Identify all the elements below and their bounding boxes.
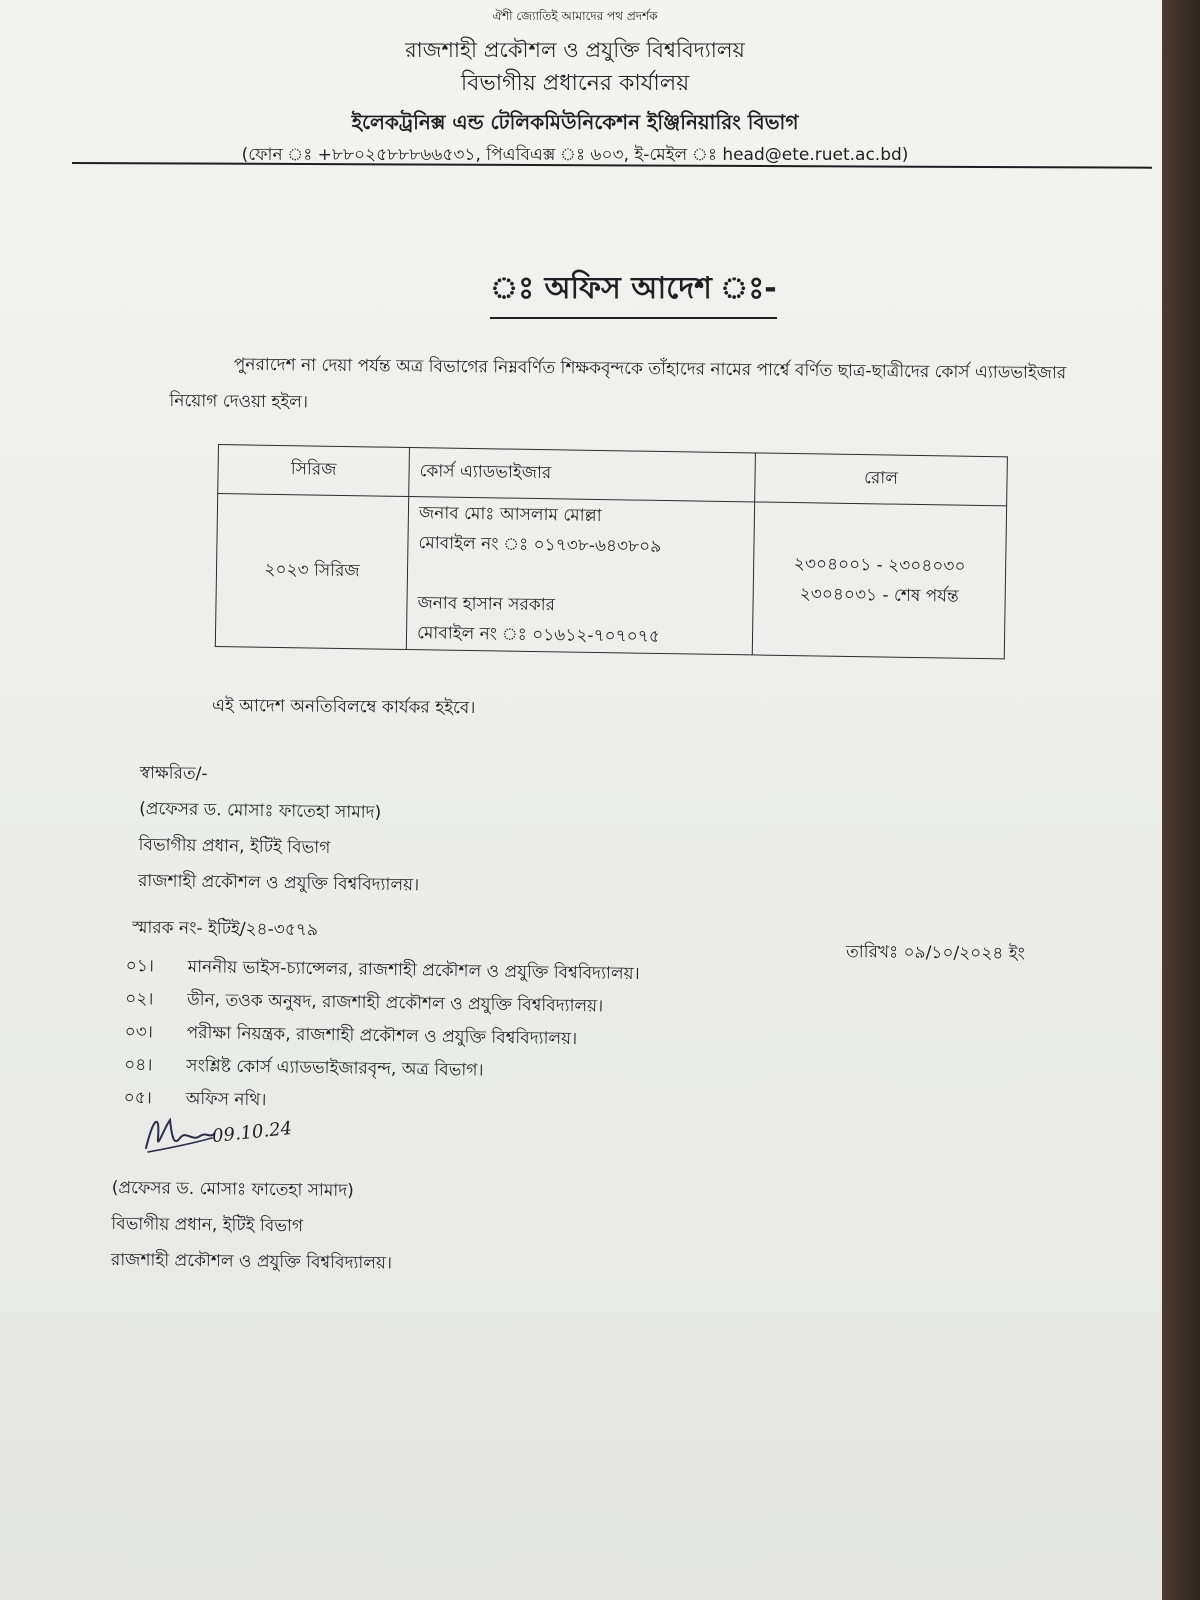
roll-range-2: ২৩০৪০৩১ - শেষ পর্যন্ত [799, 584, 959, 607]
list-item-number: ০১। [125, 955, 155, 977]
memo-date: তারিখঃ ০৯/১০/২০২৪ ইং [845, 942, 1026, 964]
signed-label: স্বাক্ষরিত/- [139, 762, 208, 785]
header-department: ইলেকট্রনিক্স এন্ড টেলিকমিউনিকেশন ইঞ্জিনিয়ারিং বিভাগ [351, 110, 799, 134]
list-item-text: ডীন, তওক অনুষদ, রাজশাহী প্রকৌশল ও প্রযুক্তি বিশ্ববিদ্যালয়। [187, 989, 604, 1017]
header-advisor: কোর্স এ্যাডভাইজার [409, 448, 756, 502]
order-title: ঃ অফিস আদেশ ঃ- [490, 264, 777, 319]
advisor-table [215, 444, 1008, 659]
header-university: রাজশাহী প্রকৌশল ও প্রযুক্তি বিশ্ববিদ্যালয় [405, 38, 745, 62]
advisor-1-name: জনাব মোঃ আসলাম মোল্লা [418, 503, 602, 527]
signatory-university: রাজশাহী প্রকৌশল ও প্রযুক্তি বিশ্ববিদ্যালয়। [110, 1249, 393, 1274]
list-item-number: ০৩। [124, 1021, 154, 1043]
desk-background [1162, 0, 1200, 1600]
signed-university: রাজশাহী প্রকৌশল ও প্রযুক্তি বিশ্ববিদ্যালয়। [137, 870, 420, 896]
list-item-number: ০২। [125, 988, 154, 1010]
header-office: বিভাগীয় প্রধানের কার্যালয় [460, 71, 690, 96]
signed-name: (প্রফেসর ড. মোসাঃ ফাতেহা সামাদ) [138, 798, 382, 823]
signatory-block [111, 1170, 393, 1281]
header-motto: ঐশী জ্যোতিই আমাদের পথ প্রদর্শক [492, 9, 658, 23]
list-item-text: অফিস নথি। [185, 1088, 267, 1111]
handwritten-date: 09.10.24 [211, 1117, 294, 1148]
header-contact: (ফোন ঃ +৮৮০২৫৮৮৮৬৬৫৩১, পিএবিএক্স ঃ ৬০৩, ই-মেইল ঃ head@ete.ruet.ac.bd) [241, 145, 909, 165]
list-item-text: পরীক্ষা নিয়ন্ত্রক, রাজশাহী প্রকৌশল ও প্রযুক্তি বিশ্ববিদ্যালয়। [186, 1022, 578, 1050]
order-body: পুনরাদেশ না দেয়া পর্যন্ত অত্র বিভাগের নিম্নবর্ণিত শিক্ষকবৃন্দকে তাঁহাদের নামের পার্শ্বে বর্ণিত ছাত্র-ছাত্রীদের কোর্স এ্যাডভাইজার নিয়োগ দেওয়া হইল। [169, 354, 1067, 413]
signatory-name: (প্রফেসর ড. মোসাঃ ফাতেহা সামাদ) [111, 1177, 354, 1201]
memo-number: স্মারক নং- ইটিই/২৪-৩৫৭৯ [131, 917, 319, 941]
list-item-number: ০৫। [123, 1087, 153, 1109]
distribution-list [123, 950, 640, 1123]
cell-rolls [752, 502, 1006, 659]
table-row [215, 494, 1006, 659]
advisor-1-mobile: মোবাইল নং ঃ ০১৭৩৮-৬৪৩৮০৯ [418, 533, 662, 557]
effect-statement: এই আদেশ অনতিবিলম্বে কার্যকর হইবে। [211, 695, 476, 719]
signatory-designation: বিভাগীয় প্রধান, ইটিই বিভাগ [111, 1213, 304, 1237]
list-item-text: সংশ্লিষ্ট কোর্স এ্যাডভাইজারবৃন্দ, অত্র বিভাগ। [186, 1055, 484, 1081]
cell-series: ২০২৩ সিরিজ [215, 494, 408, 650]
signed-designation: বিভাগীয় প্রধান, ইটিই বিভাগ [138, 834, 331, 858]
list-item-number: ০৪। [124, 1054, 153, 1076]
roll-range-1: ২৩০৪০০১ - ২৩০৪০৩০ [793, 554, 966, 577]
advisor-2-mobile: মোবাইল নং ঃ ০১৬১২-৭০৭০৭৫ [416, 623, 660, 647]
list-item-text: মাননীয় ভাইস-চ্যান্সেলর, রাজশাহী প্রকৌশল ও প্রযুক্তি বিশ্ববিদ্যালয়। [187, 956, 640, 985]
header-series: সিরিজ [218, 445, 410, 497]
cell-advisors [406, 497, 754, 655]
signed-block [138, 755, 421, 903]
header-roll: রোল [755, 453, 1008, 506]
advisor-2-name: জনাব হাসান সরকার [417, 593, 556, 616]
